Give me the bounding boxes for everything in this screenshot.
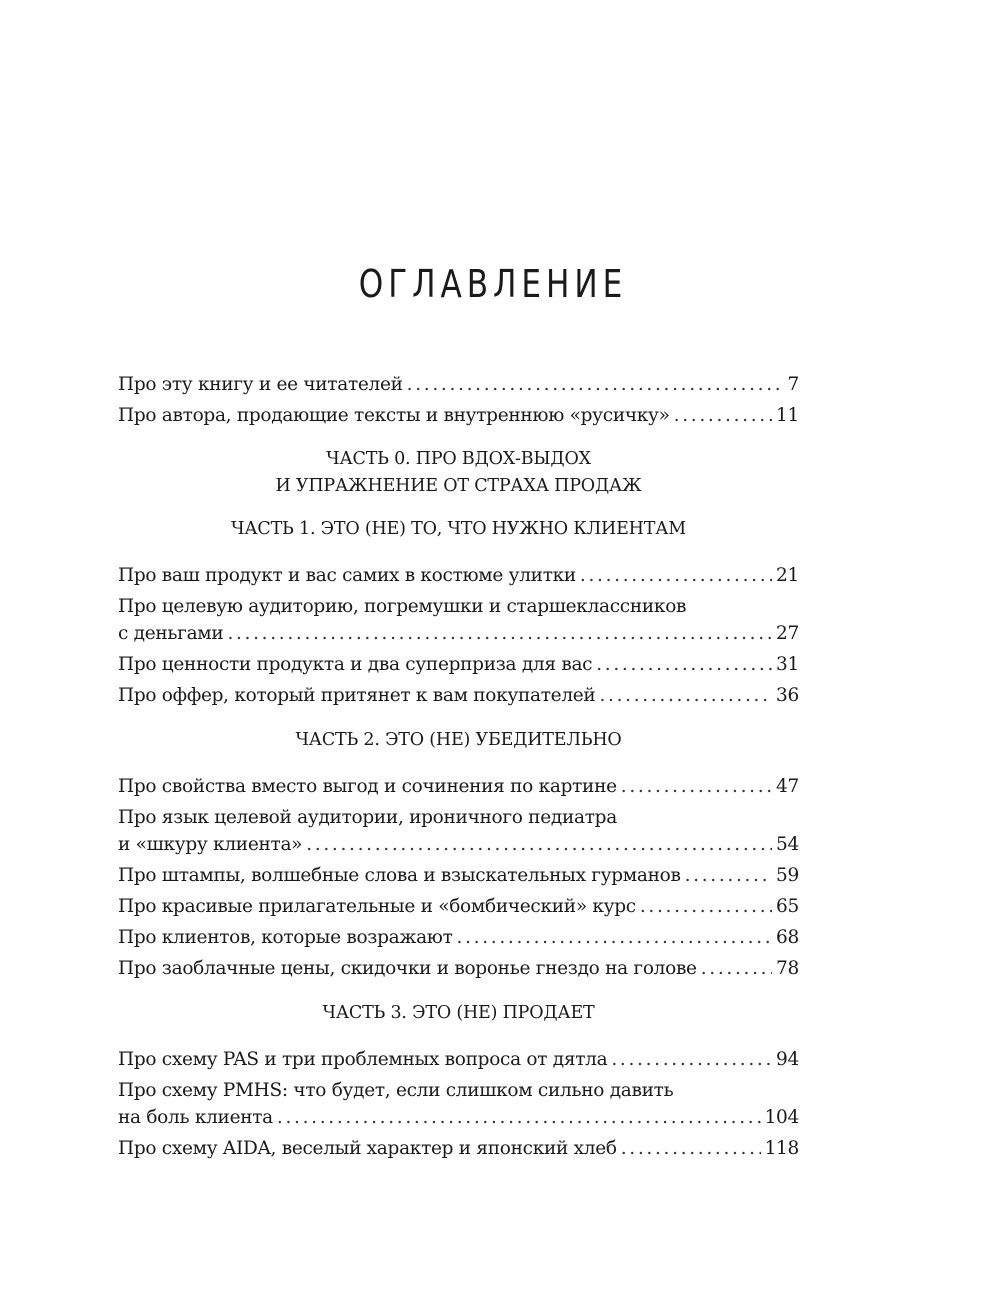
page-number: 78 xyxy=(776,958,799,979)
entry-title: Про язык целевой аудитории, ироничного педиатра xyxy=(118,807,617,828)
page-number: 104 xyxy=(764,1107,799,1128)
toc-entry[interactable] xyxy=(118,1077,799,1131)
entry-title: Про схему AIDA, веселый характер и японский хлеб xyxy=(118,1138,617,1159)
entry-title: Про свойства вместо выгод и сочинения по картине xyxy=(118,776,617,797)
toc-entry[interactable] xyxy=(118,402,799,429)
page-title: ОГЛАВЛЕНИЕ xyxy=(358,262,628,306)
entry-title: Про заоблачные цены, скидочки и воронье гнездо на голове xyxy=(118,958,697,979)
toc-entry[interactable] xyxy=(118,682,799,709)
entry-title: Про схему PMHS: что будет, если слишком сильно давить xyxy=(118,1080,674,1101)
toc-entry[interactable] xyxy=(118,955,799,982)
page-number: 36 xyxy=(776,685,799,706)
page-number: 7 xyxy=(787,374,799,395)
part-heading-line: ЧАСТЬ 2. ЭТО (НЕ) УБЕДИТЕЛЬНО xyxy=(295,730,622,750)
entry-title: Про красивые прилагательные и «бомбический» курс xyxy=(118,896,636,917)
entry-title: Про целевую аудиторию, погремушки и старшеклассников xyxy=(118,596,687,617)
part-heading xyxy=(118,446,799,500)
entry-title: Про оффер, который притянет к вам покупателей xyxy=(118,685,596,706)
dot-leader xyxy=(674,402,772,429)
table-of-contents xyxy=(118,371,799,1162)
page-number: 65 xyxy=(776,896,799,917)
dot-leader xyxy=(621,773,772,800)
toc-entry[interactable] xyxy=(118,773,799,800)
page-number: 118 xyxy=(764,1138,799,1159)
dot-leader xyxy=(306,831,772,858)
entry-group xyxy=(118,1046,799,1162)
entry-title: Про клиентов, которые возражают xyxy=(118,927,453,948)
page-number: 11 xyxy=(776,405,799,426)
entry-title: на боль клиента xyxy=(118,1107,273,1128)
toc-entry[interactable] xyxy=(118,1046,799,1073)
entry-title: Про штампы, волшебные слова и взыскательных гурманов xyxy=(118,865,681,886)
page-number: 59 xyxy=(776,865,799,886)
dot-leader xyxy=(599,682,772,709)
page-number: 68 xyxy=(776,927,799,948)
part-heading-line: ЧАСТЬ 0. ПРО ВДОХ-ВЫДОХ xyxy=(326,449,591,469)
page-number: 27 xyxy=(776,623,799,644)
entry-title: Про ценности продукта и два суперприза для вас xyxy=(118,654,593,675)
dot-leader xyxy=(407,371,784,398)
dot-leader xyxy=(701,955,772,982)
dot-leader xyxy=(277,1104,761,1131)
part-heading-line: И УПРАЖНЕНИЕ ОТ СТРАХА ПРОДАЖ xyxy=(275,476,642,496)
entry-group xyxy=(118,562,799,709)
part-heading xyxy=(118,516,799,543)
part-heading xyxy=(118,727,799,754)
toc-entry[interactable] xyxy=(118,371,799,398)
dot-leader xyxy=(640,893,772,920)
toc-entry[interactable] xyxy=(118,651,799,678)
page-number: 21 xyxy=(776,565,799,586)
entry-title: и «шкуру клиента» xyxy=(118,834,303,855)
dot-leader xyxy=(621,1135,761,1162)
dot-leader xyxy=(457,924,773,951)
dot-leader xyxy=(580,562,772,589)
toc-entry[interactable] xyxy=(118,862,799,889)
entry-title: Про ваш продукт и вас самих в костюме улитки xyxy=(118,565,576,586)
page-number: 47 xyxy=(776,776,799,797)
entry-title: Про эту книгу и ее читателей xyxy=(118,374,403,395)
part-heading xyxy=(118,1000,799,1027)
part-heading-line: ЧАСТЬ 1. ЭТО (НЕ) ТО, ЧТО НУЖНО КЛИЕНТАМ xyxy=(231,519,686,539)
entry-title: с деньгами xyxy=(118,623,224,644)
toc-entry[interactable] xyxy=(118,562,799,589)
page-number: 94 xyxy=(776,1049,799,1070)
page-number: 54 xyxy=(776,834,799,855)
toc-entry[interactable] xyxy=(118,804,799,858)
dot-leader xyxy=(611,1046,772,1073)
entry-group xyxy=(118,371,799,429)
dot-leader xyxy=(685,862,772,889)
dot-leader xyxy=(227,620,772,647)
page-number: 31 xyxy=(776,654,799,675)
dot-leader xyxy=(596,651,772,678)
toc-entry[interactable] xyxy=(118,924,799,951)
part-heading-line: ЧАСТЬ 3. ЭТО (НЕ) ПРОДАЕТ xyxy=(322,1003,595,1023)
entry-group xyxy=(118,773,799,982)
entry-title: Про схему PAS и три проблемных вопроса от дятла xyxy=(118,1049,608,1070)
toc-entry[interactable] xyxy=(118,593,799,647)
toc-entry[interactable] xyxy=(118,1135,799,1162)
toc-entry[interactable] xyxy=(118,893,799,920)
entry-title: Про автора, продающие тексты и внутреннюю «русичку» xyxy=(118,405,670,426)
